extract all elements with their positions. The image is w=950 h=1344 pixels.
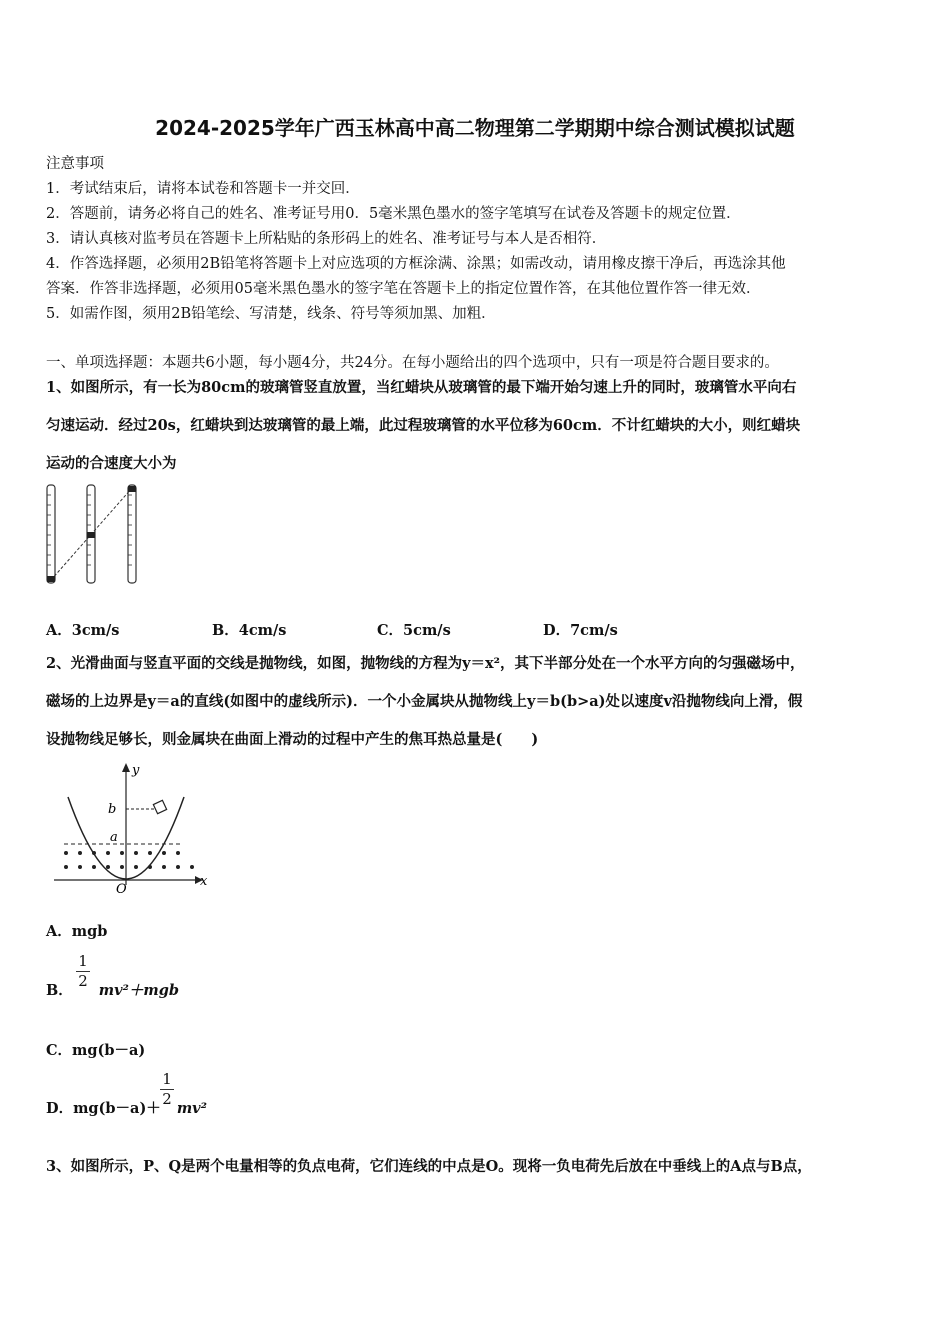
notice-heading: 注意事项 xyxy=(46,156,104,172)
option-a[interactable]: A．mgb xyxy=(46,923,108,940)
notice-item: 1．考试结束后，请将本试卷和答题卡一并交回． xyxy=(46,181,360,197)
option-a[interactable]: A．3cm/s xyxy=(46,622,120,639)
tube-left xyxy=(47,485,55,583)
question-1-text: 1、如图所示，有一长为80cm的玻璃管竖直放置，当红蜡块从玻璃管的最下端开始匀速上升的同时，玻璃管水平向右 xyxy=(46,379,797,396)
question-3-text: 3、如图所示，P、Q是两个电量相等的负点电荷，它们连线的中点是O。现将一负电荷先后放在中垂线上的A点与B点， xyxy=(46,1158,812,1175)
option-c[interactable]: C．mg(b－a) xyxy=(46,1042,146,1059)
question-1-text: 运动的合速度大小为 xyxy=(46,455,177,472)
fraction-denominator: 2 xyxy=(162,1090,172,1108)
notice-item: 5．如需作图，须用2B铅笔绘、写清楚，线条、符号等须加黑、加粗． xyxy=(46,306,496,322)
glass-tube-figure xyxy=(42,480,144,588)
option-b[interactable] xyxy=(46,979,179,1000)
fraction-numerator: 1 xyxy=(162,1070,172,1088)
option-d[interactable]: D．7cm/s xyxy=(543,622,618,639)
metal-block xyxy=(153,800,166,813)
y-axis-arrow xyxy=(122,763,130,772)
wax-block xyxy=(47,576,55,582)
question-2-text: 2、光滑曲面与竖直平面的交线是抛物线，如图，抛物线的方程为y＝x²，其下半部分处在一个水平方向的匀强磁场中， xyxy=(46,655,805,672)
question-2-text: 磁场的上边界是y＝a的直线(如图中的虚线所示)．一个小金属块从抛物线上y＝b(b>a)处以速度v沿抛物线向上滑，假 xyxy=(46,693,803,710)
fraction-denominator: 2 xyxy=(78,972,88,990)
page-title: 2024-2025学年广西玉林高中高二物理第二学期期中综合测试模拟试题 xyxy=(155,116,795,140)
wax-block xyxy=(87,532,95,538)
option-d-expression: mv² xyxy=(176,1100,207,1117)
notice-item: 4．作答选择题，必须用2B铅笔将答题卡上对应选项的方框涂满、涂黑；如需改动，请用橡皮擦干净后，再选涂其他 xyxy=(46,256,786,272)
option-d-label: D．mg(b－a)＋ xyxy=(46,1100,161,1117)
wax-block xyxy=(128,486,136,492)
magnetic-field-dots xyxy=(64,851,194,869)
option-b[interactable]: B．4cm/s xyxy=(212,622,287,639)
option-c[interactable]: C．5cm/s xyxy=(377,622,451,639)
section-heading: 一、单项选择题：本题共6小题，每小题4分，共24分。在每小题给出的四个选项中，只有一项是符合题目要求的。 xyxy=(46,355,779,371)
notice-item: 答案．作答非选择题，必须用05毫米黑色墨水的签字笔在答题卡上的指定位置作答，在其他位置作答一律无效． xyxy=(46,281,761,297)
notice-item: 3．请认真核对监考员在答题卡上所粘贴的条形码上的姓名、准考证号与本人是否相符． xyxy=(46,231,607,247)
label-x: x xyxy=(200,874,208,889)
parabola-figure xyxy=(50,760,215,896)
tube-right xyxy=(128,485,136,583)
label-b: b xyxy=(108,802,117,817)
label-y: y xyxy=(132,763,140,778)
fraction-numerator: 1 xyxy=(78,952,88,970)
option-b-expression: mv²＋mgb xyxy=(98,982,180,999)
question-2-text: 设抛物线足够长，则金属块在曲面上滑动的过程中产生的焦耳热总量是( ) xyxy=(46,731,539,748)
option-b-label: B． xyxy=(46,982,73,999)
label-a: a xyxy=(110,830,118,845)
option-d[interactable] xyxy=(46,1097,207,1118)
notice-item: 2．答题前，请务必将自己的姓名、准考证号用0．5毫米黑色墨水的签字笔填写在试卷及答题卡的规定位置． xyxy=(46,206,741,222)
label-origin: O xyxy=(116,882,127,896)
question-1-text: 匀速运动．经过20s，红蜡块到达玻璃管的最上端，此过程玻璃管的水平位移为60cm．不计红蜡块的大小，则红蜡块 xyxy=(46,417,801,434)
